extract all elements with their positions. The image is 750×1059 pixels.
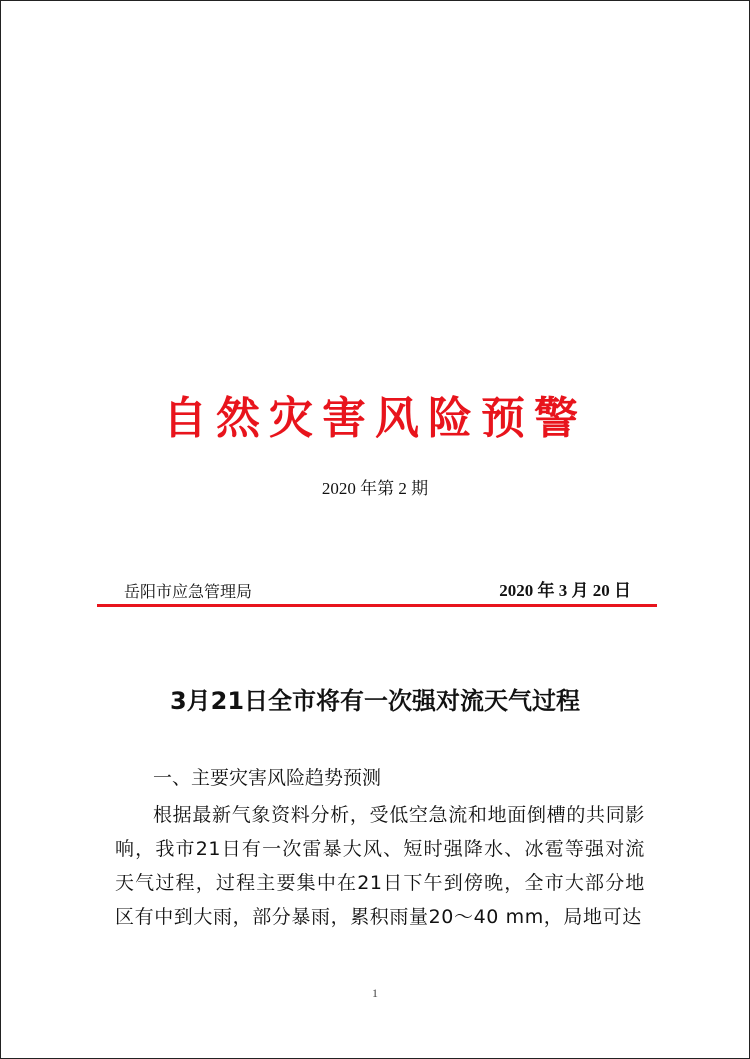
section-heading: 一、主要灾害风险趋势预测 <box>153 767 382 789</box>
issue-date: 2020 年 3 月 20 日 <box>499 581 631 600</box>
page-number: 1 <box>372 986 378 1000</box>
warning-header-title: 自然灾害风险预警 <box>163 393 587 444</box>
issue-number: 2020 年第 2 期 <box>321 479 429 498</box>
document-title: 3月21日全市将有一次强对流天气过程 <box>169 687 581 715</box>
issuing-agency: 岳阳市应急管理局 <box>124 582 253 601</box>
body-paragraph: 根据最新气象资料分析，受低空急流和地面倒槽的共同影响，我市21日有一次雷暴大风、短时强降水、冰雹等强对流天气过程，过程主要集中在21日下午到傍晚，全市大部分地区有中到大雨，部分暴雨，累积雨量20～40 mm，局地可达 <box>115 804 645 928</box>
red-divider-line <box>97 604 657 607</box>
